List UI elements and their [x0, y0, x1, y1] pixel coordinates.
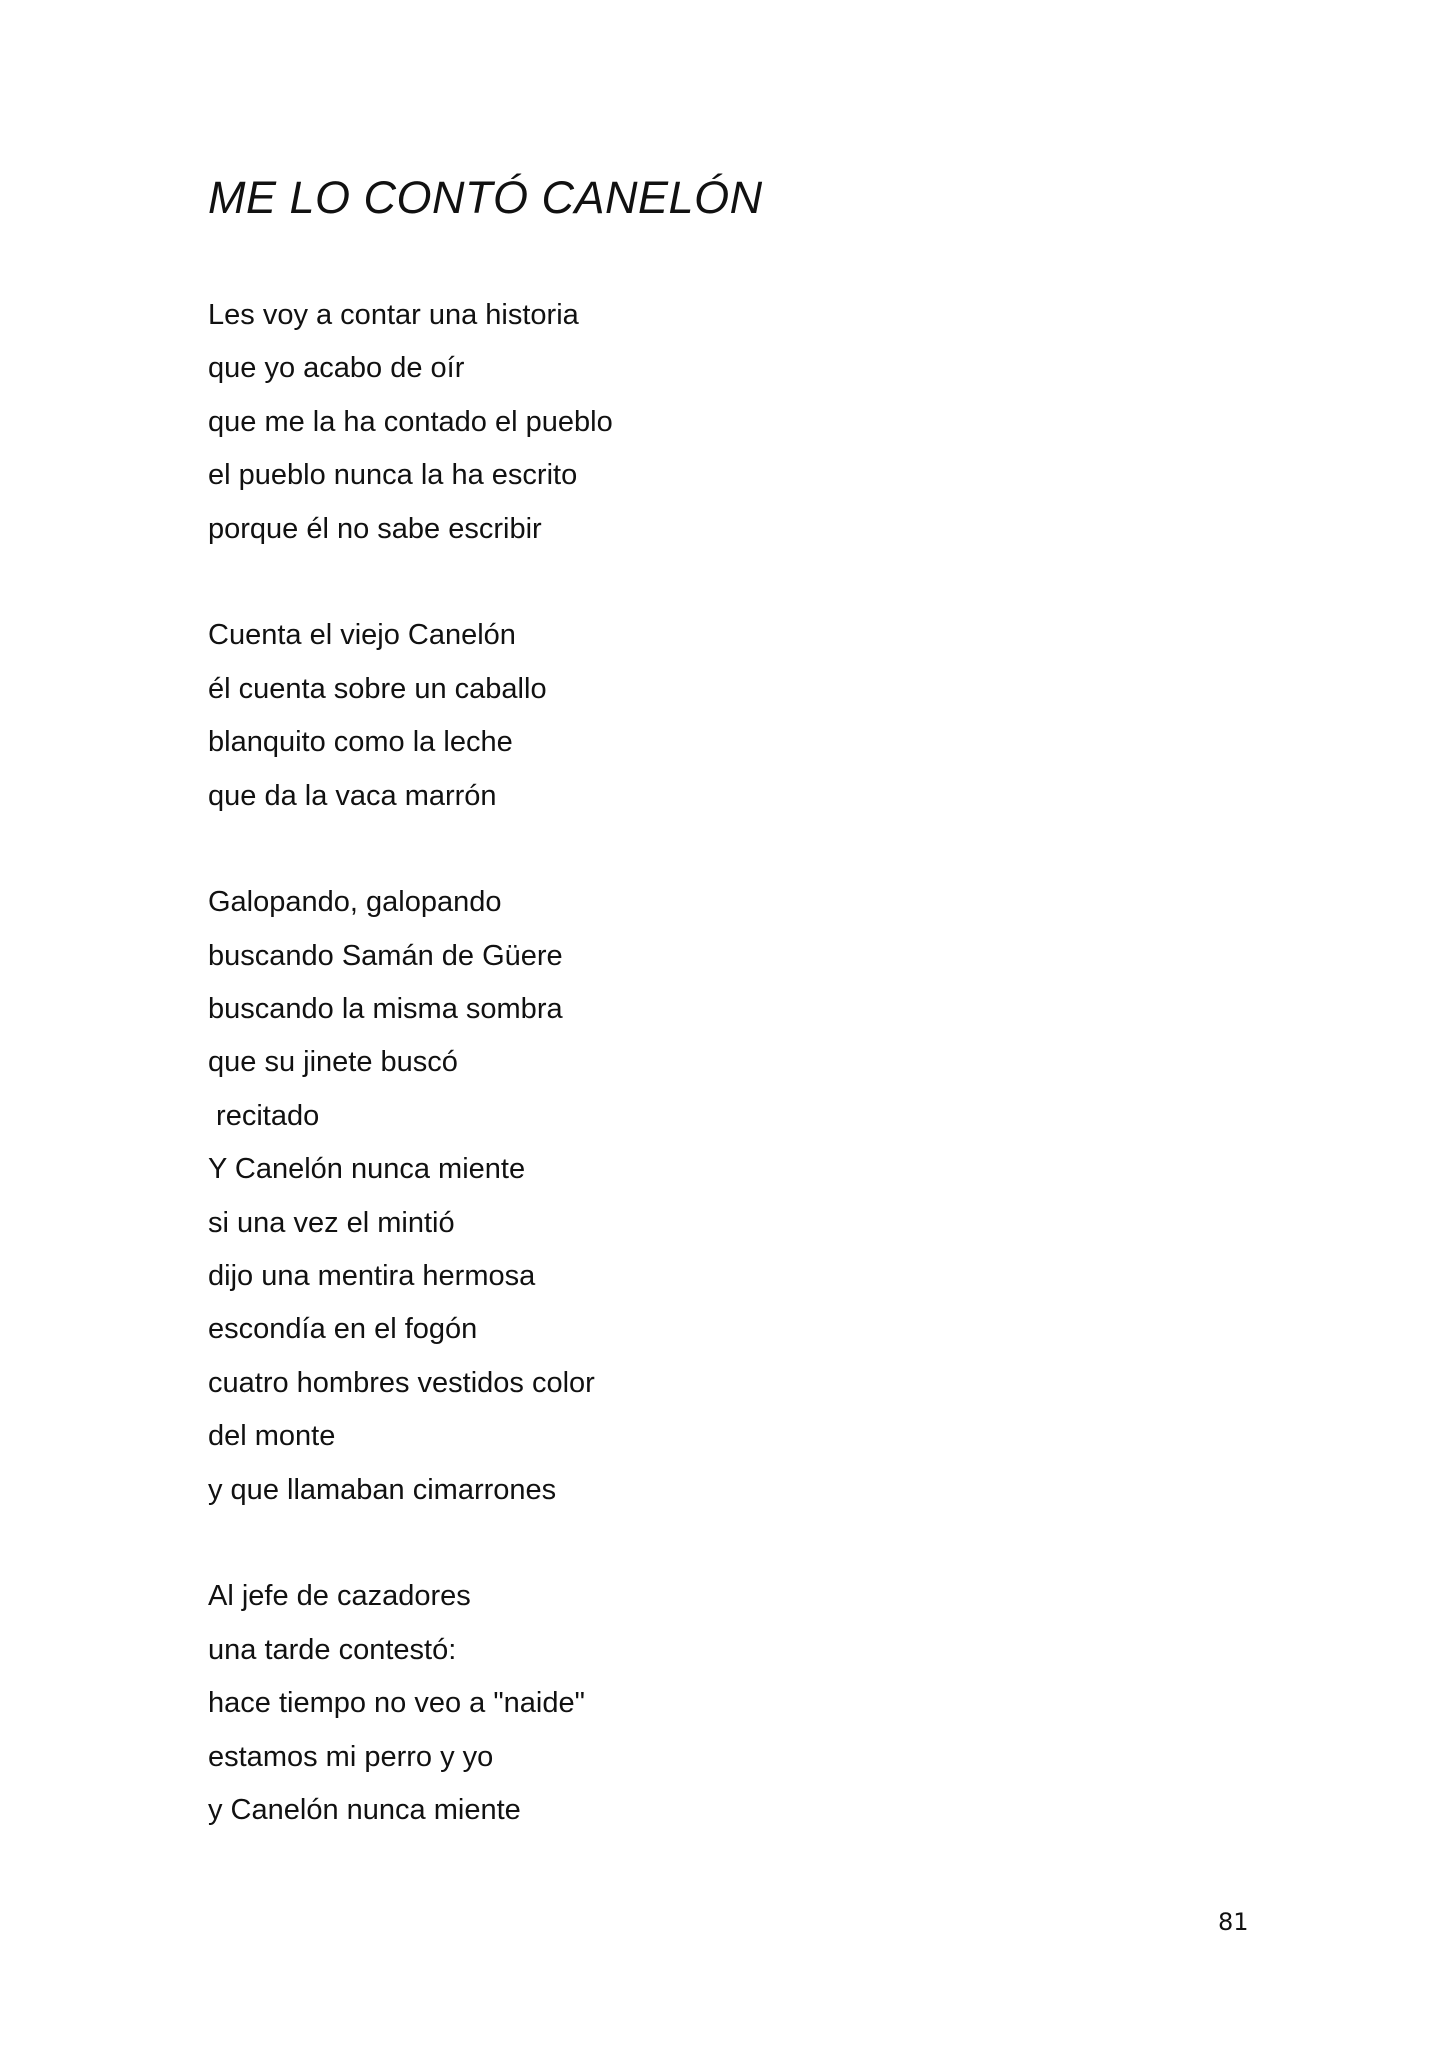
poem-line: él cuenta sobre un caballo: [208, 672, 547, 705]
poem-line: Y Canelón nunca miente: [208, 1153, 526, 1186]
poem-line: estamos mi perro y yo: [208, 1740, 494, 1773]
poem-line: el pueblo nunca la ha escrito: [208, 459, 578, 492]
poem-line: Les voy a contar una historia: [208, 299, 579, 331]
poem-line: que yo acabo de oír: [208, 352, 465, 385]
stanza-break: [208, 823, 613, 876]
poem-line: si una vez el mintió: [208, 1206, 455, 1239]
poem-line: del monte: [208, 1420, 336, 1453]
poem-line: dijo una mentira hermosa: [208, 1260, 536, 1293]
poem-line: hace tiempo no veo a "naide": [208, 1687, 585, 1720]
poem-line: que me la ha contado el pueblo: [208, 405, 613, 438]
stanza-break: [208, 556, 613, 609]
poem-body: [208, 289, 613, 1837]
poem-line: Galopando, galopando: [208, 886, 502, 919]
poem-line: Al jefe de cazadores: [208, 1580, 471, 1613]
poem-line: recitado: [208, 1099, 320, 1132]
poem-line: que da la vaca marrón: [208, 779, 497, 812]
poem-line: porque él no sabe escribir: [208, 512, 542, 545]
page-number: 81: [1218, 1908, 1249, 1936]
poem-line: buscando Samán de Güere: [208, 939, 563, 972]
poem-line: y Canelón nunca miente: [208, 1793, 521, 1826]
poem-line: y que llamaban cimarrones: [208, 1473, 557, 1506]
stanza-break: [208, 1517, 613, 1570]
poem-line: una tarde contestó:: [208, 1633, 457, 1666]
page-title: ME LO CONTÓ CANELÓN: [208, 172, 763, 223]
poem-line: escondía en el fogón: [208, 1313, 478, 1346]
poem-line: cuatro hombres vestidos color: [208, 1366, 595, 1399]
poem-line: Cuenta el viejo Canelón: [208, 619, 516, 652]
poem-line: que su jinete buscó: [208, 1046, 458, 1079]
poem-line: buscando la misma sombra: [208, 993, 563, 1026]
poem-line: blanquito como la leche: [208, 726, 513, 759]
